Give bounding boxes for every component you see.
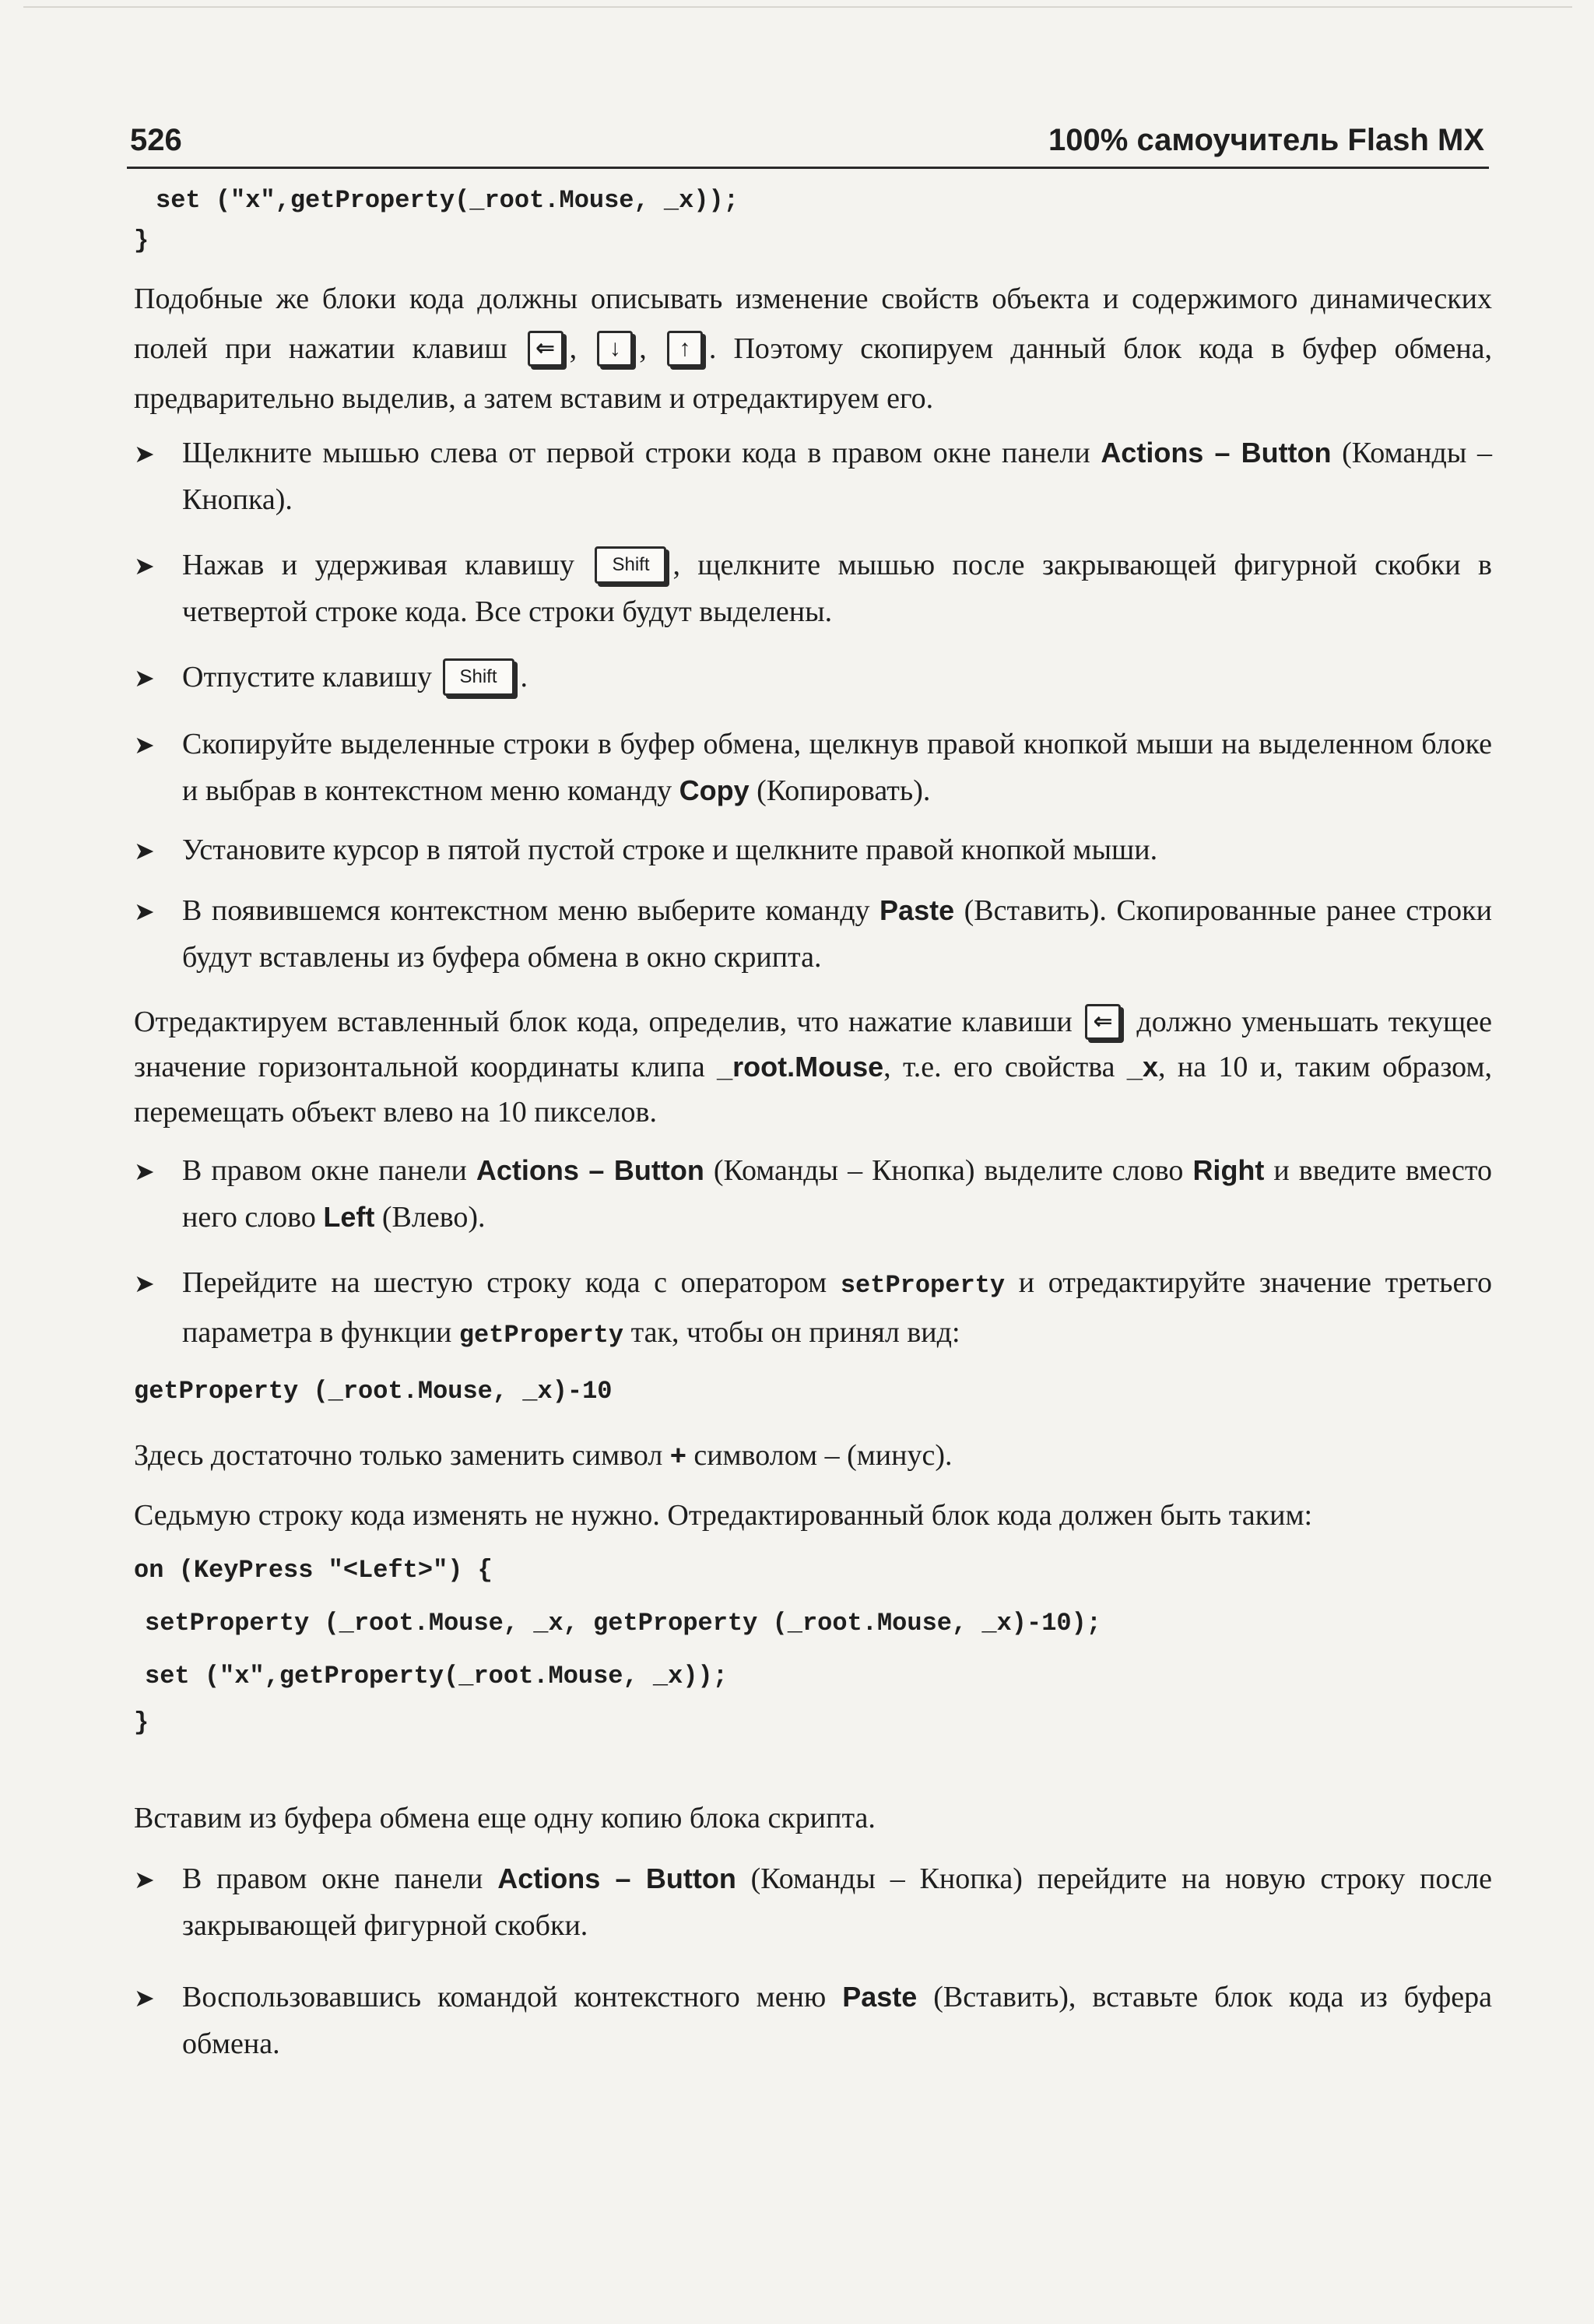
- list-item: ➤ Установите курсор в пятой пустой строке и щелкните правой кнопкой мыши.: [134, 827, 1492, 875]
- paragraph: Здесь достаточно только заменить символ + символом – (минус).: [134, 1439, 953, 1472]
- paragraph: Вставим из буфера обмена еще одну копию блока скрипта.: [134, 1802, 876, 1834]
- bullet-arrow-icon: ➤: [134, 730, 155, 760]
- bullet-arrow-icon: ➤: [134, 551, 155, 581]
- bullet-arrow-icon: ➤: [134, 1865, 155, 1894]
- page-number: 526: [130, 123, 182, 157]
- list-item: ➤ Щелкните мышью слева от первой строки кода в правом окне панели Actions – Button (Команды – Кнопка).: [134, 430, 1492, 523]
- shift-key-icon: Shift: [595, 546, 666, 584]
- bullet-arrow-icon: ➤: [134, 439, 155, 469]
- code-line: set ("x",getProperty(_root.Mouse, _x));: [145, 1662, 728, 1690]
- book-title: 100% самоучитель Flash MX: [1048, 123, 1484, 157]
- paragraph: Седьмую строку кода изменять не нужно. Отредактированный блок кода должен быть таким:: [134, 1499, 1313, 1532]
- code-line: }: [134, 226, 149, 255]
- page-content: [134, 181, 1492, 2067]
- bullet-arrow-icon: ➤: [134, 897, 155, 926]
- code-line: on (KeyPress "<Left>") {: [134, 1556, 493, 1585]
- list-item: ➤ Перейдите на шестую строку кода с оператором setProperty и отредактируйте значение третьего параметра в функции getProperty так, чтобы он принял вид:: [134, 1259, 1492, 1359]
- list-item: ➤ В правом окне панели Actions – Button (Команды – Кнопка) перейдите на новую строку после закрывающей фигурной скобки.: [134, 1855, 1492, 1949]
- shift-key-icon: Shift: [443, 658, 514, 696]
- paragraph: Отредактируем вставленный блок кода, определив, что нажатие клавиши ⇐ должно уменьшать текущее значение горизонтальной координаты клипа _root.Mouse, т.е. его свойства _x, на 10 и, таким образом, перемещать объект влево на 10 пикселов.: [134, 1006, 1492, 1129]
- left-arrow-key-icon: ⇐: [1085, 1004, 1121, 1040]
- code-line: set ("x",getProperty(_root.Mouse, _x));: [156, 186, 739, 215]
- code-line: setProperty (_root.Mouse, _x, getProperty (_root.Mouse, _x)-10);: [145, 1609, 1101, 1638]
- code-line: }: [134, 1708, 149, 1737]
- bullet-arrow-icon: ➤: [134, 1157, 155, 1186]
- list-item: ➤ В появившемся контекстном меню выберите команду Paste (Вставить). Скопированные ранее строки будут вставлены из буфера обмена в окно скрипта.: [134, 887, 1492, 981]
- code-line: getProperty (_root.Mouse, _x)-10: [134, 1377, 613, 1406]
- bullet-arrow-icon: ➤: [134, 1983, 155, 2013]
- bullet-arrow-icon: ➤: [134, 1269, 155, 1298]
- page-header: [127, 117, 1489, 169]
- list-item: ➤ Воспользовавшись командой контекстного меню Paste (Вставить), вставьте блок кода из буфера обмена.: [134, 1974, 1492, 2067]
- list-item: ➤ Нажав и удерживая клавишу Shift , щелкните мышью после закрывающей фигурной скобки в четвертой строке кода. Все строки будут выделены.: [134, 542, 1492, 635]
- list-item: ➤ Скопируйте выделенные строки в буфер обмена, щелкнув правой кнопкой мыши на выделенном блоке и выбрав в контекстном меню команду Copy (Копировать).: [134, 721, 1492, 814]
- bullet-arrow-icon: ➤: [134, 836, 155, 865]
- list-item: ➤ Отпустите клавишу Shift .: [134, 654, 1492, 702]
- scan-edge-line: [23, 6, 1572, 8]
- down-arrow-key-icon: ↓: [597, 331, 633, 367]
- up-arrow-key-icon: ↑: [667, 331, 703, 367]
- left-arrow-key-icon: ⇐: [528, 331, 564, 367]
- paragraph: Подобные же блоки кода должны описывать изменение свойств объекта и содержимого динамических полей при нажатии клавиш ⇐ , ↓ , ↑ . Поэтому скопируем данный блок кода в буфер обмена, предварительно выделив, а затем вставим и отредактируем его.: [134, 283, 1493, 415]
- list-item: ➤ В правом окне панели Actions – Button (Команды – Кнопка) выделите слово Right и введите вместо него слово Left (Влево).: [134, 1147, 1492, 1241]
- bullet-arrow-icon: ➤: [134, 663, 155, 693]
